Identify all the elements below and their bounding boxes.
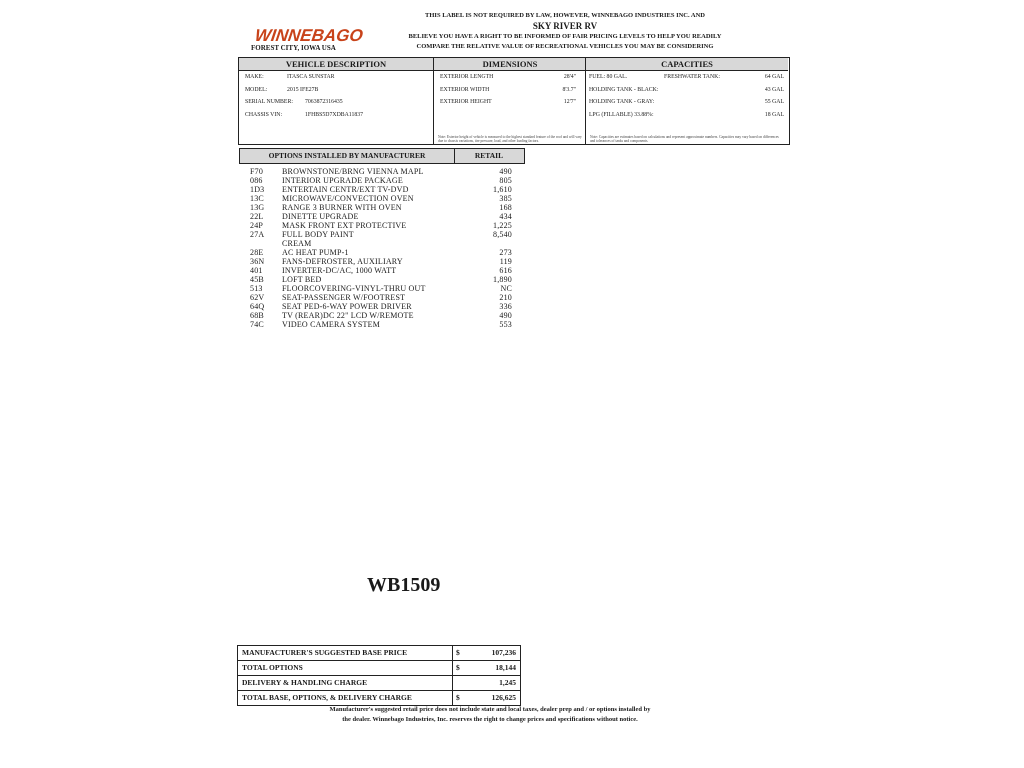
lpg-label: LPG (FILLABLE) 33.88%: — [589, 111, 654, 118]
chassis-row — [239, 109, 433, 122]
option-price: 119 — [499, 257, 512, 266]
option-price: 336 — [499, 302, 512, 311]
total-row — [238, 646, 520, 661]
height-label: EXTERIOR HEIGHT — [440, 99, 492, 105]
option-price: 434 — [499, 212, 512, 221]
option-code: 24P — [250, 221, 264, 230]
option-row — [250, 311, 518, 320]
manufacturer-location: FOREST CITY, IOWA USA — [251, 44, 336, 52]
currency-symbol: $ — [452, 646, 468, 660]
option-code: 22L — [250, 212, 264, 221]
black-tank-row — [586, 84, 788, 97]
option-description: FANS-DEFROSTER, AUXILIARY — [282, 257, 403, 266]
option-row — [250, 212, 518, 221]
total-row — [238, 676, 520, 691]
option-price: 490 — [499, 311, 512, 320]
option-row — [250, 194, 518, 203]
total-row — [238, 691, 520, 705]
total-label: TOTAL OPTIONS — [242, 663, 303, 672]
option-description: DINETTE UPGRADE — [282, 212, 359, 221]
option-code: 513 — [250, 284, 263, 293]
option-description: FLOORCOVERING-VINYL-THRU OUT — [282, 284, 426, 293]
option-code: F70 — [250, 167, 264, 176]
option-price: 273 — [499, 248, 512, 257]
options-header — [239, 148, 525, 164]
option-code: 1D3 — [250, 185, 265, 194]
fuel-label: FUEL: 80 GAL. — [589, 74, 628, 80]
option-description: ENTERTAIN CENTR/EXT TV-DVD — [282, 185, 409, 194]
option-description: INTERIOR UPGRADE PACKAGE — [282, 176, 403, 185]
options-list — [250, 167, 518, 329]
vehicle-description-heading: VEHICLE DESCRIPTION — [239, 58, 433, 71]
option-row — [250, 302, 518, 311]
option-description: INVERTER-DC/AC, 1000 WATT — [282, 266, 397, 275]
gray-tank-row — [586, 96, 788, 109]
make-label: MAKE: — [245, 74, 264, 80]
retail-heading: RETAIL — [454, 149, 523, 163]
option-description: RANGE 3 BURNER WITH OVEN — [282, 203, 402, 212]
option-code: 68B — [250, 311, 264, 320]
width-row — [434, 84, 586, 97]
option-code: 13G — [250, 203, 265, 212]
option-description: TV (REAR)DC 22" LCD W/REMOTE — [282, 311, 414, 320]
capacities-note: Note: Capacities are estimates based on calculations and represent approximate numbers. Capacities may vary based on differences and tolerances of tanks and components. — [590, 134, 779, 143]
option-description: AC HEAT PUMP-1 — [282, 248, 349, 257]
price-totals-table — [237, 645, 521, 706]
notice-line-1: THIS LABEL IS NOT REQUIRED BY LAW, HOWEVER, WINNEBAGO INDUSTRIES INC. AND — [425, 12, 705, 19]
currency-symbol: $ — [452, 661, 468, 675]
total-amount: 18,144 — [495, 663, 516, 672]
length-row — [434, 71, 586, 84]
option-code: 36N — [250, 257, 265, 266]
capacities-heading: CAPACITIES — [586, 58, 788, 71]
vehicle-info-box — [238, 57, 790, 145]
make-row — [239, 71, 433, 84]
option-row — [250, 230, 518, 239]
notice-line-2: BELIEVE YOU HAVE A RIGHT TO BE INFORMED OF FAIR PRICING LEVELS TO HELP YOU READILY — [408, 33, 722, 40]
currency-symbol — [452, 676, 468, 690]
option-code: 64Q — [250, 302, 265, 311]
total-amount: 107,236 — [491, 648, 516, 657]
option-row — [250, 248, 518, 257]
total-label: DELIVERY & HANDLING CHARGE — [242, 678, 368, 687]
option-description: SEAT PED-6-WAY POWER DRIVER — [282, 302, 412, 311]
make-value: ITASCA SUNSTAR — [287, 74, 335, 80]
option-code: 45B — [250, 275, 264, 284]
option-price: 1,610 — [493, 185, 512, 194]
model-value: 2015 IFE27B — [287, 86, 319, 93]
option-row — [250, 239, 518, 248]
option-code: 28E — [250, 248, 264, 257]
option-price: 210 — [499, 293, 512, 302]
capacities-section — [585, 58, 788, 144]
serial-label: SERIAL NUMBER: — [245, 99, 293, 105]
option-row — [250, 185, 518, 194]
total-row — [238, 661, 520, 676]
height-row — [434, 96, 586, 109]
dimensions-section — [433, 58, 586, 144]
model-row — [239, 84, 433, 97]
vehicle-description-section — [239, 58, 433, 144]
option-price: NC — [500, 284, 512, 293]
option-price: 168 — [499, 203, 512, 212]
option-price: 385 — [499, 194, 512, 203]
option-price: 805 — [499, 176, 512, 185]
option-description: MASK FRONT EXT PROTECTIVE — [282, 221, 407, 230]
option-description: FULL BODY PAINT — [282, 230, 354, 239]
gray-tank-value: 55 GAL — [764, 99, 784, 105]
width-value: 8'3.7" — [562, 86, 576, 93]
freshwater-label: FRESHWATER TANK: — [664, 74, 720, 80]
black-tank-value: 43 GAL — [764, 86, 784, 93]
option-price: 553 — [499, 320, 512, 329]
option-description: VIDEO CAMERA SYSTEM — [282, 320, 381, 329]
length-value: 28'4" — [563, 74, 576, 80]
label-notice — [370, 11, 760, 52]
option-description: MICROWAVE/CONVECTION OVEN — [282, 194, 414, 203]
option-row — [250, 176, 518, 185]
option-description: BROWNSTONE/BRNG VIENNA MAPL — [282, 167, 424, 176]
dimensions-note: Note: Exterior height of vehicle is measured to the highest standard feature of the roof and will vary due to chassis variations, tire pressure, load, and other loading factors. — [438, 134, 582, 143]
height-value: 12'7" — [563, 99, 576, 105]
option-price: 616 — [499, 266, 512, 275]
notice-line-3: COMPARE THE RELATIVE VALUE OF RECREATIONAL VEHICLES YOU MAY BE CONSIDERING — [416, 43, 714, 50]
length-label: EXTERIOR LENGTH — [440, 74, 494, 80]
option-description: SEAT-PASSENGER W/FOOTREST — [282, 293, 406, 302]
model-label: MODEL: — [245, 86, 268, 93]
freshwater-value: 64 GAL — [764, 74, 784, 80]
option-code: 401 — [250, 266, 263, 275]
lpg-value: 18 GAL — [764, 111, 784, 118]
option-row — [250, 320, 518, 329]
total-label: MANUFACTURER'S SUGGESTED BASE PRICE — [242, 648, 408, 657]
black-tank-label: HOLDING TANK - BLACK: — [589, 86, 659, 93]
dealer-name: SKY RIVER RV — [532, 21, 598, 31]
serial-value: 7063872316435 — [305, 99, 343, 105]
total-amount: 1,245 — [499, 678, 516, 687]
option-price: 1,890 — [493, 275, 512, 284]
option-row — [250, 221, 518, 230]
option-row — [250, 266, 518, 275]
option-description: CREAM — [282, 239, 312, 248]
serial-row — [239, 96, 433, 109]
option-code: 62V — [250, 293, 265, 302]
winnebago-logo: WINNEBAGO — [253, 26, 365, 45]
total-amount: 126,625 — [491, 693, 516, 702]
option-row — [250, 203, 518, 212]
option-code: 74C — [250, 320, 264, 329]
option-code: 27A — [250, 230, 265, 239]
option-description: LOFT BED — [282, 275, 322, 284]
lpg-row — [586, 109, 788, 122]
option-row — [250, 167, 518, 176]
currency-symbol: $ — [452, 691, 468, 705]
option-row — [250, 275, 518, 284]
chassis-label: CHASSIS VIN: — [245, 111, 283, 118]
pricing-disclaimer — [290, 705, 690, 725]
gray-tank-label: HOLDING TANK - GRAY: — [589, 99, 655, 105]
option-row — [250, 293, 518, 302]
option-row — [250, 284, 518, 293]
option-code: 086 — [250, 176, 263, 185]
total-label: TOTAL BASE, OPTIONS, & DELIVERY CHARGE — [242, 693, 412, 702]
options-heading: OPTIONS INSTALLED BY MANUFACTURER — [268, 151, 426, 160]
dimensions-heading: DIMENSIONS — [434, 58, 586, 71]
stock-number: WB1509 — [367, 574, 441, 596]
chassis-value: 1FHBS5D7XDBA11837 — [305, 111, 364, 118]
option-price: 1,225 — [493, 221, 512, 230]
disclaimer-line-1: Manufacturer's suggested retail price does not include state and local taxes, dealer prep and / or options installed by — [329, 706, 651, 713]
option-price: 490 — [499, 167, 512, 176]
option-row — [250, 257, 518, 266]
width-label: EXTERIOR WIDTH — [440, 86, 490, 93]
fuel-row — [586, 71, 788, 84]
option-code: 13C — [250, 194, 264, 203]
option-price: 8,540 — [493, 230, 512, 239]
disclaimer-line-2: the dealer. Winnebago Industries, Inc. reserves the right to change prices and specifications without notice. — [342, 716, 638, 723]
